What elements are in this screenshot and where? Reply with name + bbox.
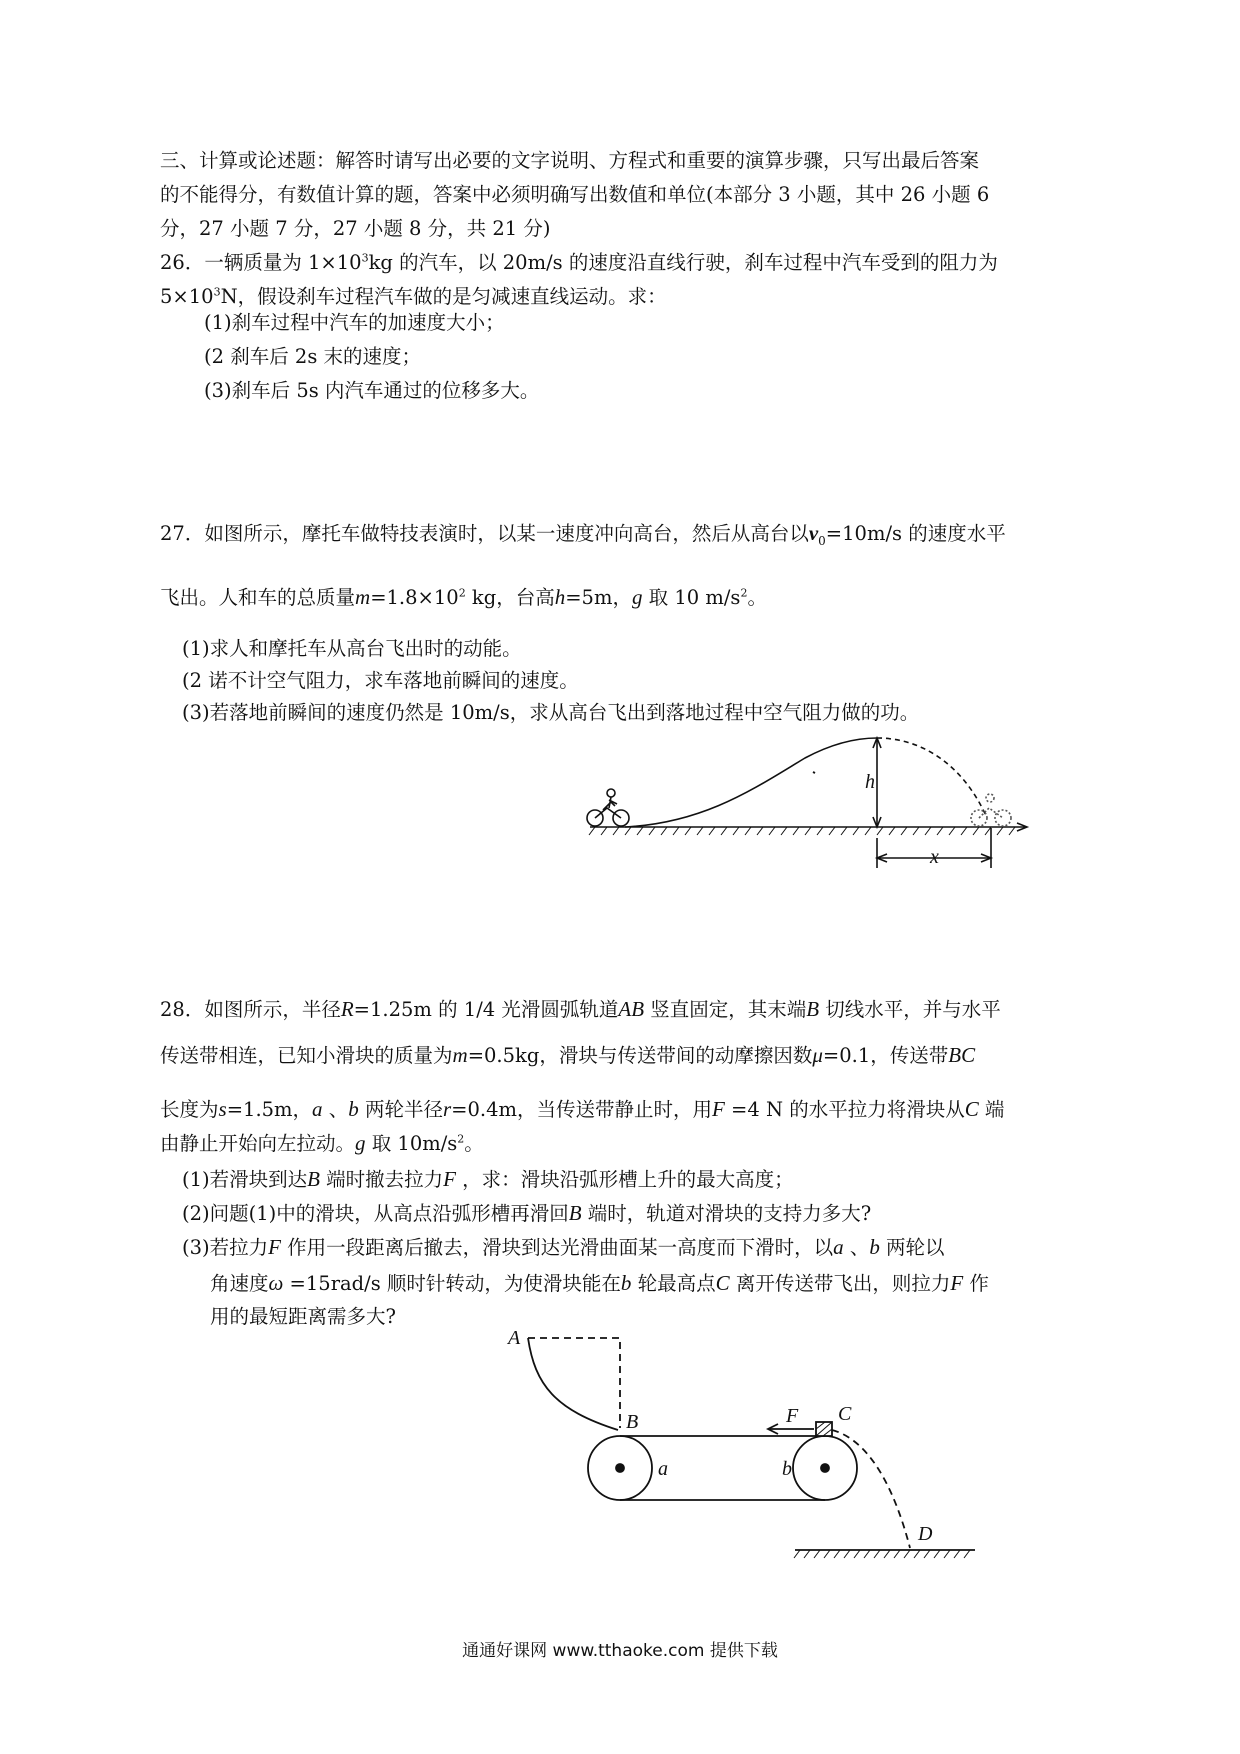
q27-figure [585, 728, 1045, 903]
q28-part-3-line3: 用的最短距离需多大? [210, 1305, 396, 1328]
q27-part-3: (3)若落地前瞬间的速度仍然是 10m/s，求从高台飞出到落地过程中空气阻力做的功。 [182, 701, 920, 724]
q26-part-3: (3)刹车后 5s 内汽车通过的位移多大。 [204, 379, 540, 402]
wheel-b-label: b [782, 1458, 792, 1480]
q28-stem-line4: 由静止开始向左拉动。g 取 $10m/s^2$。 [160, 1131, 484, 1155]
page-footer: 通通好课网 www.tthaoke.com 提供下载 [462, 1641, 778, 1661]
q28-figure [500, 1320, 1000, 1560]
q28-stem-line2: 传送带相连，已知小滑块的质量为m=0.5kg，滑块与传送带间的动摩擦因数μ=0.1，传送带BC [160, 1043, 976, 1067]
q27-part-1: (1)求人和摩托车从高台飞出时的动能。 [182, 637, 522, 660]
distance-label: x [930, 846, 939, 868]
q28-part-2: (2)问题(1)中的滑块，从高点沿弧形槽再滑回B 端时，轨道对滑块的支持力多大? [182, 1201, 872, 1225]
point-c-label: C [838, 1403, 852, 1425]
q26-part-1: (1)刹车过程中汽车的加速度大小； [204, 311, 505, 334]
q28-part-3-line1: (3)若拉力F 作用一段距离后撤去，滑块到达光滑曲面某一高度而下滑时，以a 、b 两轮以 [182, 1235, 945, 1259]
q26-stem-line1: 26．一辆质量为 $1\times 10^3kg$ 的汽车，以 20m/s 的速度沿直线行驶，刹车过程中汽车受到的阻力为 [160, 251, 998, 274]
point-d-label: D [918, 1523, 933, 1545]
q28-stem-line3: 长度为s=1.5m，a 、b 两轮半径r=0.4m，当传送带静止时，用F =4 N 的水平拉力将滑块从C 端 [160, 1097, 1005, 1121]
point-a-label: A [508, 1327, 521, 1349]
q28-part-1: (1)若滑块到达B 端时撤去拉力F ，求：滑块沿弧形槽上升的最大高度； [182, 1167, 794, 1191]
section-instructions: 的不能得分，有数值计算的题，答案中必须明确写出数值和单位(本部分 3 小题，其中 26 小题 6 [160, 183, 990, 206]
q28-part-3-line2: 角速度ω =15rad/s 顺时针转动，为使滑块能在b 轮最高点C 离开传送带飞出，则拉力F 作 [210, 1271, 989, 1295]
q26-stem-line2: $5\times 10^3N$，假设刹车过程汽车做的是匀减速直线运动。求： [160, 285, 667, 308]
height-label: h [865, 771, 875, 793]
q27-stem-line2: 飞出。人和车的总质量$m=1.8\times 10^2$ kg，台高h=5m，g 取 10 $m/s^2$。 [160, 585, 767, 609]
section-scoring: 分，27 小题 7 分，27 小题 8 分，共 21 分) [160, 217, 551, 240]
q27-part-2: (2 诺不计空气阻力，求车落地前瞬间的速度。 [182, 669, 579, 692]
q27-stem-line1: 27．如图所示，摩托车做特技表演时，以某一速度冲向高台，然后从高台以$v_0=10m/s$ 的速度水平 [160, 521, 1006, 548]
wheel-a-label: a [658, 1458, 668, 1480]
section-heading: 三、计算或论述题：解答时请写出必要的文字说明、方程式和重要的演算步骤，只写出最后答案 [160, 149, 980, 172]
q26-part-2: (2 刹车后 2s 末的速度； [204, 345, 422, 368]
force-f-label: F [786, 1405, 799, 1427]
point-b-label: B [626, 1411, 639, 1433]
q28-stem-line1: 28．如图所示，半径R=1.25m 的 1/4 光滑圆弧轨道AB 竖直固定，其末端B 切线水平，并与水平 [160, 997, 1001, 1021]
